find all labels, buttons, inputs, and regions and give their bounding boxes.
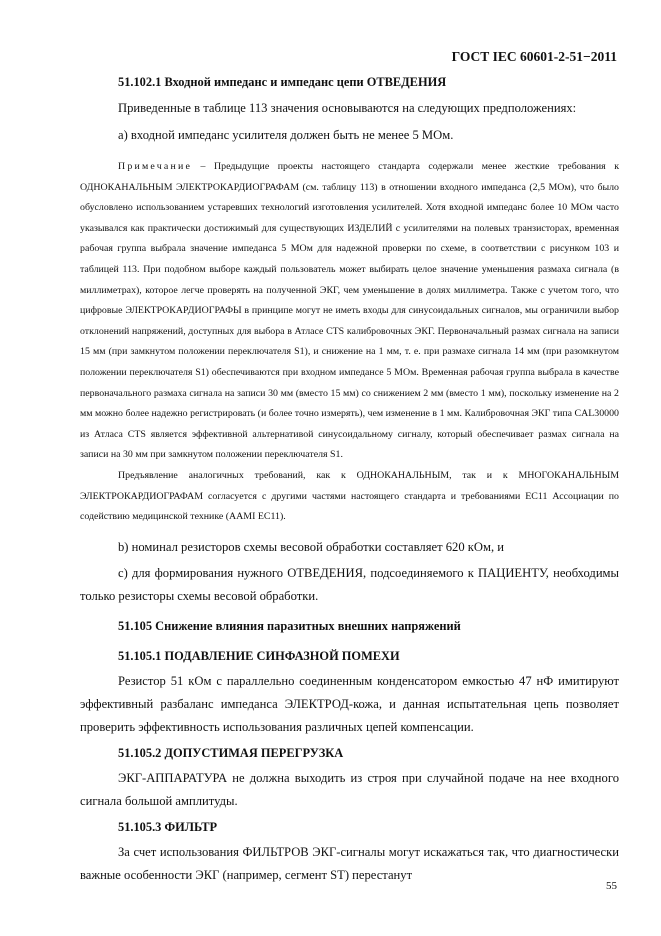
paragraph-resistor: Резистор 51 кОм с параллельно соединенным конденсатором емкостью 47 нФ имитируют эффективный разбаланс импеданса ЭЛЕКТРОД-кожа, и данная испытательная цепь позволяет проверить эффективность использования различных цепей компенсации. xyxy=(80,673,619,734)
section-heading-51-105-2: 51.105.2 ДОПУСТИМАЯ ПЕРЕГРУЗКА xyxy=(118,745,344,760)
paragraph-overload: ЭКГ-АППАРАТУРА не должна выходить из строя при случайной подаче на нее входного сигнала большой амплитуды. xyxy=(80,770,619,808)
paragraph-item-c: c) для формирования нужного ОТВЕДЕНИЯ, подсоединяемого к ПАЦИЕНТУ, необходимы только резисторы схемы весовой обработки. xyxy=(80,565,619,603)
paragraph-filter: За счет использования ФИЛЬТРОВ ЭКГ-сигналы могут искажаться так, что диагностически важные особенности ЭКГ (например, сегмент ST) перестанут xyxy=(80,844,619,882)
paragraph-assumptions: Приведенные в таблице 113 значения основываются на следующих предположениях: xyxy=(118,101,577,115)
section-heading-51-105-1: 51.105.1 ПОДАВЛЕНИЕ СИНФАЗНОЙ ПОМЕХИ xyxy=(118,648,400,663)
note-label: Примечание xyxy=(118,161,193,172)
document-header: ГОСТ IEC 60601-2-51−2011 xyxy=(451,49,617,64)
note-paragraph xyxy=(80,157,619,466)
page-number: 55 xyxy=(606,880,617,892)
section-heading-51-102-1: 51.102.1 Входной импеданс и импеданс цепи ОТВЕДЕНИЯ xyxy=(118,75,447,89)
paragraph-item-b: b) номинал резисторов схемы весовой обработки составляет 620 кОм, и xyxy=(118,539,505,554)
note-text: – Предыдущие проекты настоящего стандарта содержали менее жесткие требования к ОДНОКАНАЛЬНЫМ ЭЛЕКТРОКАРДИОГРАФАМ (см. таблицу 113) в отношении входного импеданса (2,5 МОм), что было обусловлено использованием устаревших технологий изготовления усилителей. Хотя входной импеданс более 10 МОм часто указывался как практически достижимый для существующих ИЗДЕЛИЙ с усилителями на полевых транзисторах, временная рабочая группа выбрала значение импеданса 5 МОм для надежной проверки по схеме, в соответствии с рисунком 103 и таблицей 113. При подобном выборе каждый пользователь может выбирать целое значение уменьшения размаха сигнала (в миллиметрах), которое легче проверять на полученной ЭКГ, чем уменьшение в долях миллиметра. Также с учетом того, что цифровые ЭЛЕКТРОКАРДИОГРАФЫ в принципе могут не иметь входы для синусоидальных сигналов, мы ограничили выбор отклонений напряжений, доступных для выбора в Атласе CTS калибровочных ЭКГ. Первоначальный размах сигнала на записи 15 мм (при замкнутом положении переключателя S1), и снижение на 1 мм, т. е. при размахе сигнала 14 мм (при разомкнутом положении переключателя S1) обеспечиваются при входном импедансе 5 МОм. Временная рабочая группа выбрала в качестве первоначального размаха сигнала на записи 30 мм (вместо 15 мм) со снижением 2 мм (вместо 1 мм), поскольку изменение на 2 мм можно более надежно регистрировать (и более точно измерять), чем изменение в 1 мм. Калибровочная ЭКГ типа CAL30000 из Атласа CTS является эффективной альтернативой синусоидальному сигналу, который обеспечивает размах сигнала на записи на 30 мм при замкнутом положении переключателя S1. xyxy=(80,161,619,461)
paragraph-item-a: а) входной импеданс усилителя должен быть не менее 5 МОм. xyxy=(118,128,454,142)
section-heading-51-105-3: 51.105.3 ФИЛЬТР xyxy=(118,819,218,834)
document-body xyxy=(80,72,619,887)
note-paragraph-2: Предъявление аналогичных требований, как к ОДНОКАНАЛЬНЫМ, так и к МНОГОКАНАЛЬНЫМ ЭЛЕКТРОКАРДИОГРАФАМ согласуется с другими частями настоящего стандарта и требованиями EC11 Ассоциации по содействию медицинской технике (AAMI EC11). xyxy=(80,469,619,523)
section-heading-51-105: 51.105 Снижение влияния паразитных внешних напряжений xyxy=(118,618,461,633)
